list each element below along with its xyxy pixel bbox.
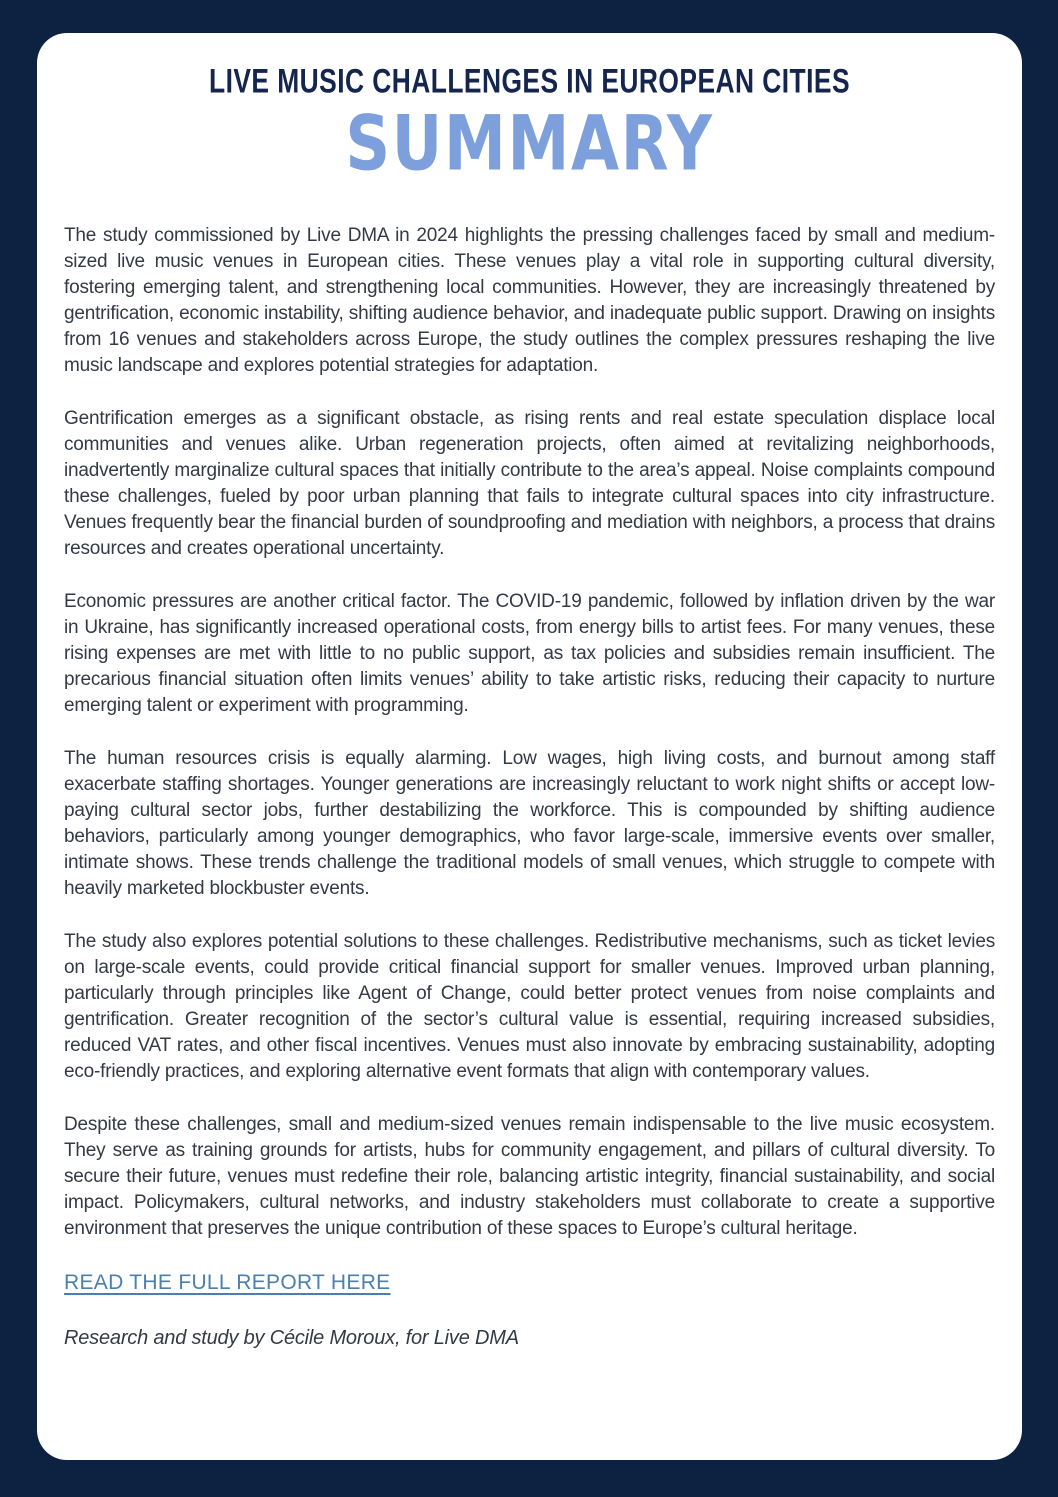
paragraph-solutions: The study also explores potential solutions to these challenges. Redistributive mechanisms, such as ticket levies on large-scale events, could provide critical financial support for smaller venues. Improved urban planning, particularly through principles like Agent of Change, could better protect venues from noise complaints and gentrification. Greater recognition of the sector’s cultural value is essential, requiring increased subsidies, reduced VAT rates, and other fiscal incentives. Venues must also innovate by embracing sustainability, adopting eco-friendly practices, and exploring alternative event formats that align with contemporary values. <box>64 931 995 1082</box>
summary-heading: SUMMARY <box>345 100 714 188</box>
paragraph-gentrification: Gentrification emerges as a significant obstacle, as rising rents and real estate speculation displace local communities and venues alike. Urban regeneration projects, often aimed at revitalizing neighborhoods, inadvertently marginalize cultural spaces that initially contribute to the area’s appeal. Noise complaints compound these challenges, fueled by poor urban planning that fails to integrate cultural spaces into city infrastructure. Venues frequently bear the financial burden of soundproofing and mediation with neighbors, a process that drains resources and creates operational uncertainty. <box>64 408 995 559</box>
report-title: LIVE MUSIC CHALLENGES IN EUROPEAN CITIES <box>209 62 850 101</box>
paragraph-intro: The study commissioned by Live DMA in 2024 highlights the pressing challenges faced by small and medium-sized live music venues in European cities. These venues play a vital role in supporting cultural diversity, fostering emerging talent, and strengthening local communities. However, they are increasingly threatened by gentrification, economic instability, shifting audience behavior, and inadequate public support. Drawing on insights from 16 venues and stakeholders across Europe, the study outlines the complex pressures reshaping the live music landscape and explores potential strategies for adaptation. <box>64 225 995 376</box>
read-full-report-link[interactable]: READ THE FULL REPORT HERE <box>64 1271 391 1294</box>
credit-line: Research and study by Cécile Moroux, for Live DMA <box>64 1327 519 1349</box>
paragraph-conclusion: Despite these challenges, small and medium-sized venues remain indispensable to the live music ecosystem. They serve as training grounds for artists, hubs for community engagement, and pillars of cultural diversity. To secure their future, venues must redefine their role, balancing artistic integrity, financial sustainability, and social impact. Policymakers, cultural networks, and industry stakeholders must collaborate to create a supportive environment that preserves the unique contribution of these spaces to Europe’s cultural heritage. <box>64 1114 995 1239</box>
paragraph-economic-pressures: Economic pressures are another critical factor. The COVID-19 pandemic, followed by inflation driven by the war in Ukraine, has significantly increased operational costs, from energy bills to artist fees. For many venues, these rising expenses are met with little to no public support, as tax policies and subsidies remain insufficient. The precarious financial situation often limits venues’ ability to take artistic risks, reducing their capacity to nurture emerging talent or experiment with programming. <box>64 591 995 716</box>
content-card <box>37 33 1022 1460</box>
summary-body <box>64 223 995 1350</box>
paragraph-human-resources: The human resources crisis is equally alarming. Low wages, high living costs, and burnout among staff exacerbate staffing shortages. Younger generations are increasingly reluctant to work night shifts or accept low-paying cultural sector jobs, further destabilizing the workforce. This is compounded by shifting audience behaviors, particularly among younger demographics, who favor large-scale, immersive events over smaller, intimate shows. These trends challenge the traditional models of small venues, which struggle to compete with heavily marketed blockbuster events. <box>64 748 995 899</box>
